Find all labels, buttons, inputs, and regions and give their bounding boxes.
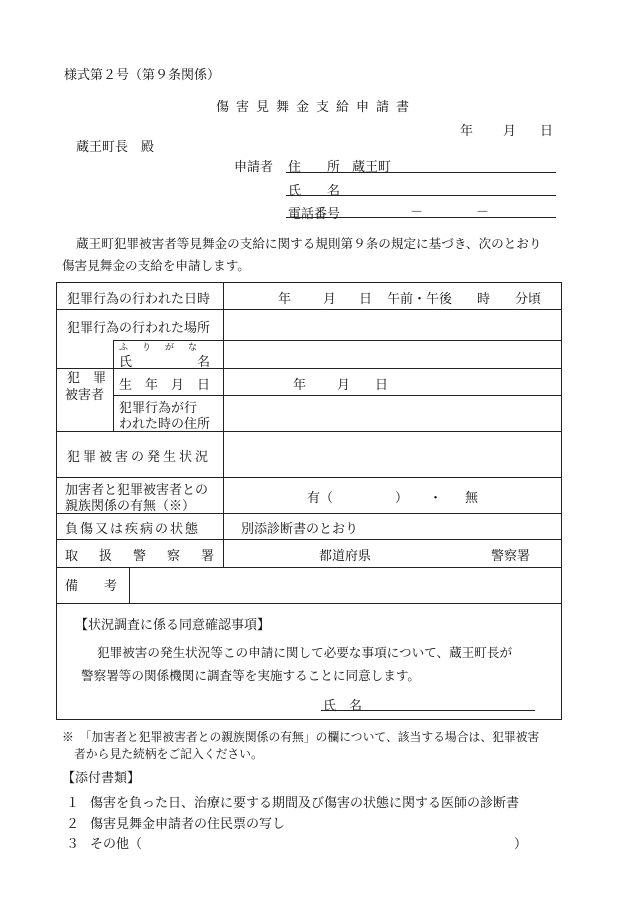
crime-minute: 分頃 xyxy=(515,292,542,307)
date-month: 月 xyxy=(503,124,517,139)
form-number: 様式第２号（第９条関係） xyxy=(64,68,221,83)
consent-heading: 【状況調査に係る同意確認事項】 xyxy=(75,618,271,633)
row-line xyxy=(57,309,561,310)
applicant-address-value: 蔵王町 xyxy=(352,160,392,175)
crime-ampm: 午前・午後 xyxy=(387,292,453,307)
applicant-address-label: 住 所 xyxy=(288,160,341,175)
row-line xyxy=(57,567,561,568)
remarks-label: 備 考 xyxy=(65,579,118,594)
relation-label-line1: 加害者と犯罪被害者との xyxy=(65,483,209,498)
applicant-label: 申請者 xyxy=(234,160,274,175)
victim-name-field[interactable] xyxy=(233,345,553,365)
column-line xyxy=(113,340,114,431)
crime-place-label: 犯罪行為の行われた場所 xyxy=(67,321,211,336)
phone-separator-1: － xyxy=(410,205,424,220)
row-line xyxy=(113,395,561,396)
relation-yes[interactable]: 有（ xyxy=(307,491,334,506)
victim-label-line2: 被害者 xyxy=(65,388,105,403)
relation-close-paren: ） xyxy=(395,491,409,506)
attachment-number: ３ xyxy=(66,837,80,852)
victim-label-line1: 犯 罪 xyxy=(67,371,107,386)
consent-line-2: 警察署等の関係機関に調査等を実施することに同意します。 xyxy=(81,668,421,683)
row-line xyxy=(57,603,561,604)
attachment-number: １ xyxy=(66,796,80,811)
row-line xyxy=(57,477,561,478)
applicant-phone-label: 電話番号 xyxy=(288,207,341,222)
applicant-name-label: 氏 名 xyxy=(288,184,341,199)
note-line-1: ※ 「加害者と犯罪被害者との親族関係の有無」の欄について、該当する場合は、犯罪被害 xyxy=(62,730,540,744)
remarks-field[interactable] xyxy=(137,573,553,597)
attachment-text: その他（ xyxy=(90,837,143,852)
victim-address-label-line2: われた時の住所 xyxy=(119,417,211,432)
phone-separator-2: － xyxy=(476,205,490,220)
relation-no[interactable]: 無 xyxy=(465,491,479,506)
row-line xyxy=(57,539,561,540)
intro-line-2: 傷害見舞金の支給を申請します。 xyxy=(62,258,250,273)
birth-day: 日 xyxy=(375,378,389,393)
birthdate-label: 生 年 月 日 xyxy=(119,378,211,393)
birth-month: 月 xyxy=(337,378,351,393)
phone-underline[interactable] xyxy=(286,217,556,218)
name-underline[interactable] xyxy=(286,195,556,196)
attachment-close-paren: ） xyxy=(514,837,528,852)
page-title: 傷害見舞金支給申請書 xyxy=(216,100,417,115)
situation-label: 犯罪被害の発生状況 xyxy=(67,450,212,465)
crime-place-field[interactable] xyxy=(233,317,553,337)
consent-name-label: 氏 名 xyxy=(323,699,363,714)
situation-field[interactable] xyxy=(233,437,553,471)
address-underline[interactable] xyxy=(286,172,556,173)
crime-day: 日 xyxy=(359,292,373,307)
relation-dot: ・ xyxy=(429,491,443,506)
victim-address-field[interactable] xyxy=(233,401,553,425)
date-year: 年 xyxy=(460,124,474,139)
attachment-text: 傷害見舞金申請者の住民票の写し xyxy=(90,817,286,832)
police-station: 警察署 xyxy=(491,549,531,564)
birth-year: 年 xyxy=(293,378,307,393)
attachment-text: 傷害を負った日、治療に要する期間及び傷害の状態に関する医師の診断書 xyxy=(90,796,520,811)
victim-address-label-line1: 犯罪行為が行 xyxy=(119,401,198,416)
consent-line-1: 犯罪被害の発生状況等この申請に関して必要な事項について、蔵王町長が xyxy=(97,645,513,660)
application-table xyxy=(56,282,562,720)
date-day: 日 xyxy=(540,124,554,139)
crime-month: 月 xyxy=(323,292,337,307)
relation-label-line2: 親族関係の有無（※） xyxy=(65,499,196,514)
crime-hour: 時 xyxy=(477,292,491,307)
crime-datetime-label: 犯罪行為の行われた日時 xyxy=(67,292,211,307)
column-line xyxy=(223,283,224,567)
column-line xyxy=(129,567,130,603)
police-prefecture: 都道府県 xyxy=(319,549,372,564)
victim-name-label: 氏 名 xyxy=(119,355,211,370)
crime-year: 年 xyxy=(278,292,292,307)
addressee: 蔵王町長 殿 xyxy=(76,140,155,155)
police-label: 取 扱 警 察 署 xyxy=(65,549,219,564)
injury-label: 負傷又は疾病の状態 xyxy=(65,522,201,537)
injury-value: 別添診断書のとおり xyxy=(241,522,359,537)
other-attachment-field[interactable] xyxy=(146,829,506,849)
note-line-2: 者から見た続柄をご記入ください。 xyxy=(74,747,263,761)
attachment-number: ２ xyxy=(66,817,80,832)
furigana-label: ふりがな xyxy=(119,343,212,353)
attachments-heading: 【添付書類】 xyxy=(62,771,141,786)
consent-name-underline[interactable] xyxy=(321,710,535,711)
intro-line-1: 蔵王町犯罪被害者等見舞金の支給に関する規則第９条の規定に基づき、次のとおり xyxy=(76,236,542,251)
